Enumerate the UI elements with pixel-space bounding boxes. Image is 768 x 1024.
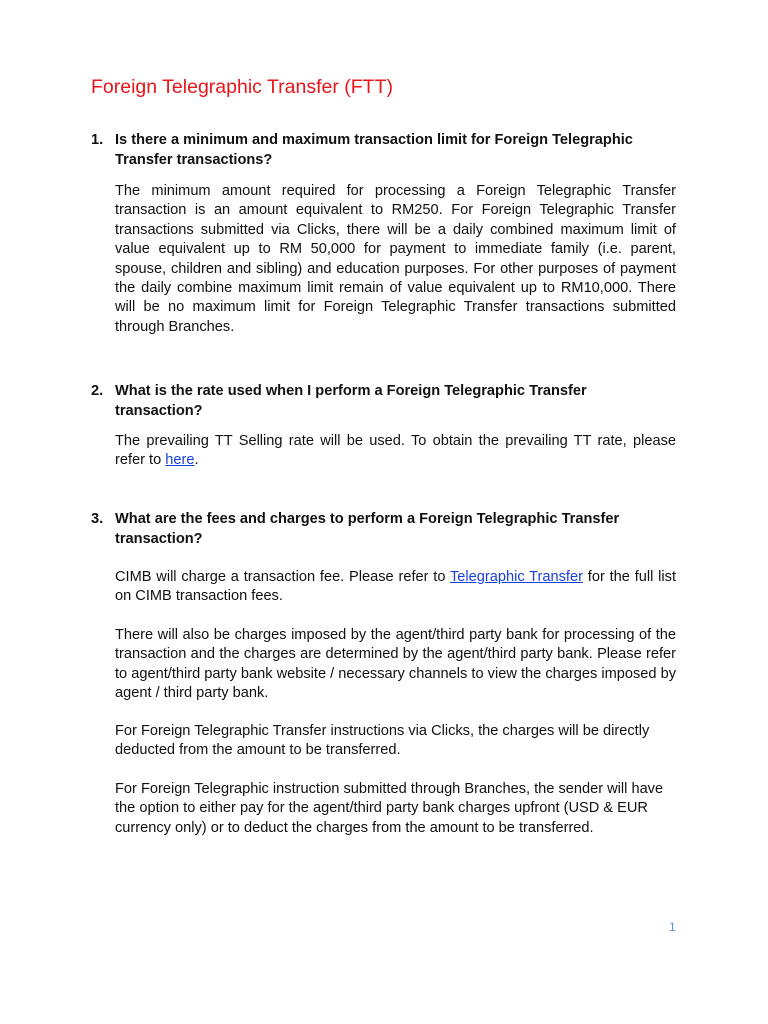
question-number: 1.: [91, 132, 104, 148]
faq-answer-3-clicks: For Foreign Telegraphic Transfer instructions via Clicks, the charges will be directly deducted from the amount to be transferred.: [115, 723, 650, 759]
question-number: 3.: [91, 511, 104, 527]
page-title: Foreign Telegraphic Transfer (FTT): [91, 76, 393, 98]
page-number: 1: [669, 920, 676, 934]
faq-question-1: [91, 131, 677, 170]
faq-answer-3-branches: For Foreign Telegraphic instruction submitted through Branches, the sender will have the option to either pay for the agent/third party bank charges upfront (USD & EUR currency only) or to deduct the charges from the amount to be transferred.: [115, 781, 664, 836]
answer-text: CIMB will charge a transaction fee. Please refer to: [115, 569, 450, 585]
faq-question-3: [91, 510, 677, 549]
question-number: 2.: [91, 383, 104, 399]
answer-text: The prevailing TT Selling rate will be used. To obtain the prevailing TT rate, please refer to: [115, 433, 676, 469]
question-text: What is the rate used when I perform a Foreign Telegraphic Transfer transaction?: [115, 383, 587, 419]
faq-answer-3-agent-charges: There will also be charges imposed by the agent/third party bank for processing of the transaction and the charges are determined by the agent/third party bank. Please refer to agent/third party bank website / necessary channels to view the charges imposed by agent / third party bank.: [115, 627, 676, 702]
faq-answer-3-fees: [115, 568, 676, 607]
faq-answer-1: The minimum amount required for processing a Foreign Telegraphic Transfer transaction is an amount equivalent to RM250. For Foreign Telegraphic Transfer transactions submitted via Clicks, there will be a daily combined maximum limit of value equivalent up to RM 50,000 for payment to immediate family (i.e. parent, spouse, children and sibling) and education purposes. For other purposes of payment the daily combine maximum limit remain of value equivalent up to RM10,000. There will be no maximum limit for Foreign Telegraphic Transfer transactions submitted through Branches.: [115, 183, 676, 335]
answer-text-end: for the full list on CIMB transaction fees.: [115, 569, 676, 605]
question-text: What are the fees and charges to perform a Foreign Telegraphic Transfer transaction?: [115, 511, 620, 547]
answer-text-end: .: [194, 452, 199, 469]
faq-question-2: [91, 382, 677, 421]
faq-answer-2: [115, 432, 676, 471]
rate-link[interactable]: here: [165, 452, 195, 469]
question-text: Is there a minimum and maximum transaction limit for Foreign Telegraphic Transfer transactions?: [115, 132, 633, 168]
telegraphic-transfer-link[interactable]: Telegraphic Transfer: [450, 569, 583, 585]
